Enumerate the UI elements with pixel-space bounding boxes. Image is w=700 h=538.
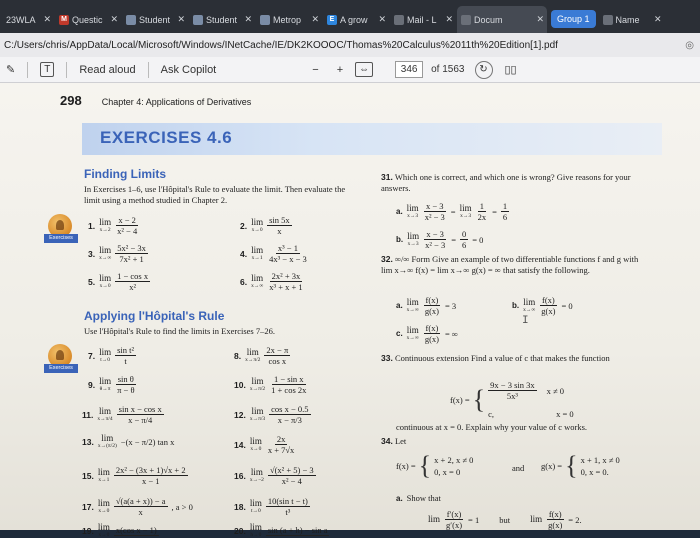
exercise-item: 5. lim x→0 $\frac{\text{1 − cos x}}{\text{x²}}$ xyxy=(88,271,149,292)
tab-title: Student xyxy=(139,14,171,25)
browser-tab[interactable] xyxy=(189,6,255,33)
question-34-and: and xyxy=(512,463,525,473)
close-icon[interactable]: ✕ xyxy=(311,14,319,24)
tab-title: 23WLA xyxy=(6,14,36,25)
exercise-item: 7. lim t→0 $\frac{\text{sin t²}}{t}$ xyxy=(88,345,135,366)
question-32: 32. ∞/∞ Form Give an example of two differentiable functions f and g with lim x→∞ f(x) = lim x→∞ g(x) = ∞ that satisfy the following. xyxy=(381,254,639,275)
fit-page-icon[interactable]: ⇔ xyxy=(349,60,379,80)
close-icon[interactable]: ✕ xyxy=(653,14,662,24)
question-32a: a. lim x→∞ $\frac{f(x)}{g(x)}$ = 3 xyxy=(396,295,457,316)
question-34a-limits: lim $\frac{f'(x)}{g'(x)}$ = 1 but lim $\frac{f(x)}{g(x)}$ = 2. xyxy=(428,509,582,530)
browser-tab[interactable] xyxy=(122,6,188,33)
browser-tab[interactable] xyxy=(2,6,54,33)
running-header xyxy=(60,93,251,108)
edge-page-icon: E xyxy=(327,15,337,25)
exercise-item: 16. lim x→−2 $\frac{\text{√(x² + 5) − 3}}{\text{x² − 4}}$ xyxy=(234,465,314,486)
exercises-title: EXERCISES 4.6 xyxy=(100,128,233,147)
question-33-after: continuous at x = 0. Explain why your value of c works. xyxy=(396,422,588,432)
close-icon[interactable]: ✕ xyxy=(445,14,453,24)
question-33: 33. Continuous extension Find a value of c that makes the function xyxy=(381,353,610,363)
tab-title: Questic xyxy=(72,14,103,25)
browser-tab[interactable] xyxy=(256,6,322,33)
exercise-item: 10. lim x→π/2 $\frac{\text{1 − sin x}}{1 + \cos 2x}$ xyxy=(234,374,307,395)
exercise-item: 2. lim x→0 $\frac{\sin 5x}{x}$ xyxy=(240,215,290,236)
browser-tab-strip xyxy=(0,0,700,33)
close-icon[interactable]: ✕ xyxy=(43,14,51,24)
question-31b: b. lim x→3 $\frac{x - 3}{\text{x² − 3}}$ = $\frac{0}{6}$ = 0 xyxy=(396,229,484,250)
tab-title: Student xyxy=(206,14,238,25)
text-cursor-icon: I xyxy=(522,315,529,327)
read-aloud-button[interactable]: Read aloud xyxy=(79,63,136,76)
section-title-applying: Applying l'Hôpital's Rule xyxy=(84,309,225,323)
rotate-icon[interactable]: ↻ xyxy=(475,61,493,79)
question-32c: c. lim x→∞ $\frac{f(x)}{g(x)}$ = ∞ xyxy=(396,323,458,344)
tab-group-chip[interactable]: Group 1 xyxy=(551,10,596,28)
page-icon xyxy=(603,15,613,25)
exercise-item: 9. lim θ→π $\frac{\text{sin θ}}{\pi - \theta}$ xyxy=(88,374,135,395)
close-icon[interactable]: ✕ xyxy=(378,14,386,24)
toolbar-divider xyxy=(148,62,149,78)
pdf-toolbar xyxy=(0,57,700,83)
question-31a: a. lim x→3 $\frac{x - 3}{\text{x² − 3}}$ = lim x→3 $\frac{1}{2x}$ = $\frac{1}{6}$ xyxy=(396,201,508,222)
page-icon xyxy=(260,15,270,25)
close-icon[interactable]: ✕ xyxy=(110,14,118,24)
question-34-f: f(x) = { x + 2, x ≠ 0 0, x = 0 xyxy=(396,451,474,480)
exercise-item: 13. lim x→(π/2) −(x − π/2) tan x xyxy=(82,433,175,449)
ask-copilot-button[interactable]: Ask Copilot xyxy=(160,63,217,76)
question-31: 31. Which one is correct, and which one is wrong? Give reasons for your answers. xyxy=(381,172,631,193)
exercises-badge xyxy=(44,344,78,378)
address-bar[interactable] xyxy=(0,33,700,57)
tab-title: Metrop xyxy=(273,14,302,25)
pdf-page xyxy=(0,83,700,538)
browser-tab[interactable] xyxy=(323,6,389,33)
zoom-in-button[interactable]: + xyxy=(336,63,344,76)
page-view-icon[interactable]: ▯▯ xyxy=(504,64,517,76)
toolbar-divider xyxy=(66,62,67,78)
exercise-item: 19. lim x→0 x(cos x − 1) xyxy=(82,522,157,538)
question-32b: b. lim x→∞ $\frac{f(x)}{g(x)}$ = 0 xyxy=(512,295,573,316)
exercise-item: 8. lim x→π/2 $\frac{2x - \pi}{\text{cos x}}$ xyxy=(234,345,289,366)
page-number: 298 xyxy=(60,93,82,108)
chapter-title: Chapter 4: Applications of Derivatives xyxy=(101,97,252,107)
exercise-item: 3. lim x→∞ $\frac{\text{5x² − 3x}}{\text{7x² + 1}}$ xyxy=(88,243,146,264)
applying-intro: Use l'Hôpital's Rule to find the limits in Exercises 7–26. xyxy=(84,326,275,336)
exercises-banner xyxy=(82,123,662,155)
page-icon xyxy=(193,15,203,25)
document-icon xyxy=(461,15,471,25)
exercise-item: 12. lim x→π/3 $\frac{\text{cos x − 0.5}}{x - \pi/3}$ xyxy=(234,404,309,425)
text-icon[interactable]: T xyxy=(34,60,60,80)
tab-title: A grow xyxy=(340,14,368,25)
toolbar-divider xyxy=(27,62,28,78)
question-34a: a. Show that xyxy=(396,493,441,503)
question-34-g: g(x) = { x + 1, x ≠ 0 0, x = 0. xyxy=(541,451,620,480)
exercise-item: 17. lim x→0 $\frac{√(a(a + x)) - a}{x}$ , a > 0 xyxy=(82,496,193,517)
page-number-input[interactable]: 346 xyxy=(395,61,423,78)
exercise-item: 4. lim x→1 $\frac{\text{x³ − 1}}{\text{4x³ − x − 3}}$ xyxy=(240,243,307,264)
page-total: of 1563 xyxy=(431,64,465,75)
draw-icon[interactable]: ✎ xyxy=(6,64,16,76)
badge-label: Exercises xyxy=(44,364,78,373)
close-icon[interactable]: ✕ xyxy=(536,14,544,24)
close-icon[interactable]: ✕ xyxy=(177,14,185,24)
close-icon[interactable]: ✕ xyxy=(244,14,252,24)
exercise-item: 15. lim x→1 $\frac{\text{2x² − (3x + 1)√x + 2}}{x - 1}$ xyxy=(82,465,186,486)
exercise-item: 18. lim t→0 $\frac{\text{10(sin t − t)}}{\text{t³}}$ xyxy=(234,496,308,517)
url-text[interactable]: C:/Users/chris/AppData/Local/Microsoft/Windows/INetCache/IE/DK2KOOOC/Thomas%20Calculus%2011th%20Edition[1].pdf xyxy=(4,39,558,51)
gmail-icon: M xyxy=(59,15,69,25)
browser-tab[interactable] xyxy=(390,6,456,33)
finding-limits-intro: In Exercises 1–6, use l'Hôpital's Rule to evaluate the limit. Then evaluate the limit using a method studied in Chapter 2. xyxy=(84,184,346,205)
browser-tab[interactable] xyxy=(55,6,121,33)
section-title-finding-limits: Finding Limits xyxy=(84,167,166,181)
question-33-function: f(x) = { $\frac{9x - 3 \sin 3x}{\text{5x³}}$ x ≠ 0 c, x = 0 xyxy=(450,380,574,419)
badge-label: Exercises xyxy=(44,234,78,243)
exercise-item: 20. lim h→0 sin (a + h) − sin a xyxy=(234,522,328,538)
question-34: 34. Let xyxy=(381,436,407,446)
exercises-badge xyxy=(44,214,78,248)
page-icon xyxy=(126,15,136,25)
tab-title: Name xyxy=(615,14,640,25)
exercise-item: 11. lim x→π/4 $\frac{\text{sin x − cos x}}{x - \pi/4}$ xyxy=(82,404,162,425)
exercise-item: 14. lim x→0 $\frac{2x}{x + 7√x}$ xyxy=(234,434,295,455)
browser-tab[interactable] xyxy=(599,6,665,33)
browser-tab-active[interactable] xyxy=(457,6,547,33)
tab-title: Mail - L xyxy=(407,14,437,25)
mail-icon xyxy=(394,15,404,25)
exercise-item: 1. lim x→2 $\frac{x - 2}{\text{x² − 4}}$ xyxy=(88,215,138,236)
exercise-item: 6. lim x→∞ $\frac{\text{2x² + 3x}}{\text{x³ + x + 1}}$ xyxy=(240,271,303,292)
extensions-icon[interactable]: ◎ xyxy=(685,39,694,51)
tab-title: Docum xyxy=(474,14,503,25)
zoom-out-button[interactable]: − xyxy=(312,63,319,76)
